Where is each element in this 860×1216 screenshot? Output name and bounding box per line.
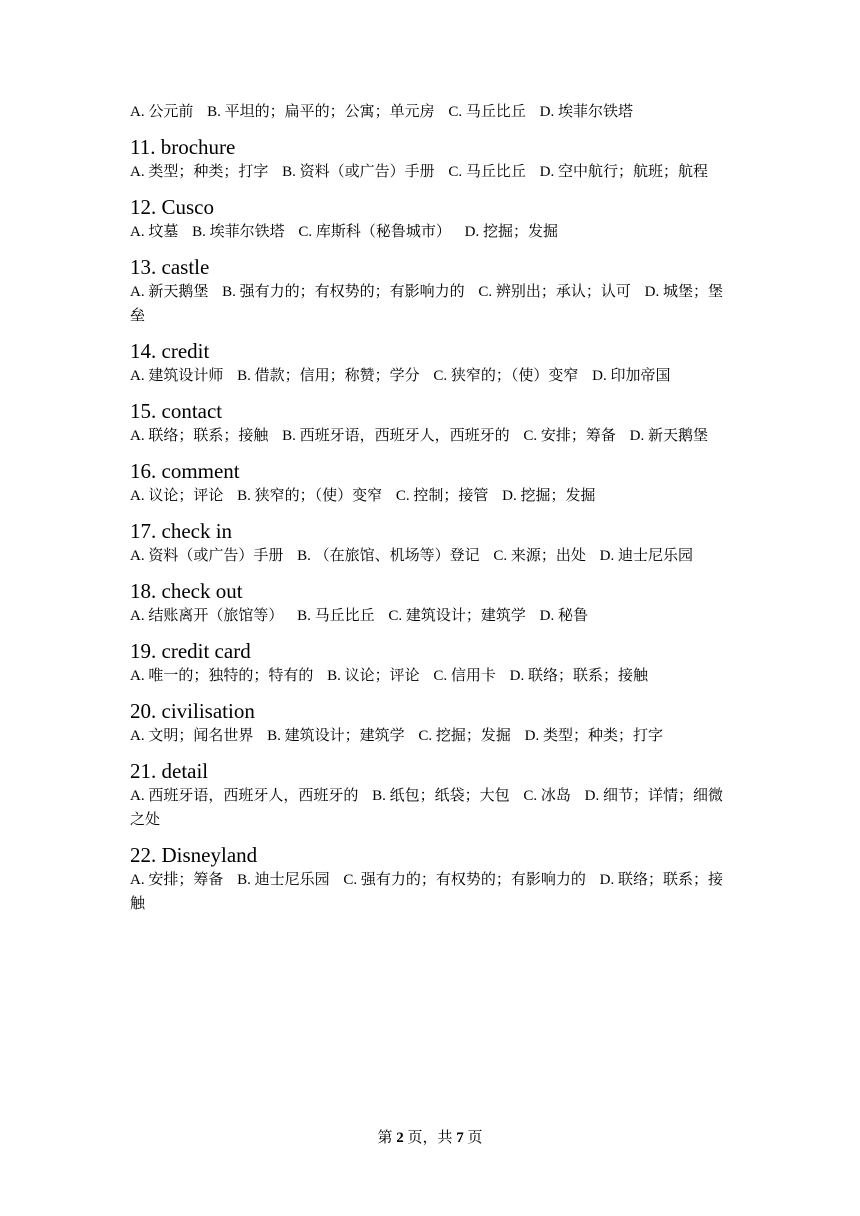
- question-term: detail: [161, 759, 209, 783]
- option-a: A. 结账离开（旅馆等）: [130, 608, 284, 624]
- option-c: C. 信用卡: [433, 668, 496, 684]
- question-number: 14.: [130, 339, 157, 363]
- question-number: 21.: [130, 759, 157, 783]
- option-a: A. 联络；联系；接触: [130, 428, 269, 444]
- question-term: comment: [161, 459, 240, 483]
- question-options: [130, 424, 730, 448]
- option-b: B. 强有力的；有权势的；有影响力的: [222, 284, 465, 300]
- option-b: B. 议论；评论: [327, 668, 420, 684]
- option-d: D. 空中航行；航班；航程: [539, 164, 708, 180]
- question-options: [130, 364, 730, 388]
- question-word: [130, 196, 730, 218]
- question-number: 20.: [130, 699, 157, 723]
- question-item: [130, 580, 730, 628]
- question-number: 19.: [130, 639, 157, 663]
- question-word: [130, 340, 730, 362]
- option-d: D. 挖掘；发掘: [502, 488, 596, 504]
- question-list: [130, 136, 730, 916]
- option-c: C. 控制；接管: [395, 488, 489, 504]
- question-options: [130, 868, 730, 916]
- question-options: [130, 604, 730, 628]
- option-d: D. 类型；种类；打字: [524, 728, 663, 744]
- footer-total-pages: 7: [456, 1130, 464, 1146]
- option-c: C. 冰岛: [523, 788, 571, 804]
- question-item: [130, 460, 730, 508]
- footer-prefix: 第: [377, 1130, 393, 1146]
- option-d: D. 细节；详情；细微之处: [130, 788, 723, 828]
- question-item: [130, 196, 730, 244]
- option-d: D. 印加帝国: [592, 368, 671, 384]
- option-c: C. 狭窄的；（使）变窄: [433, 368, 579, 384]
- intro-options: [130, 100, 730, 124]
- option-d: D. 城堡；堡垒: [130, 284, 723, 324]
- question-options: [130, 724, 730, 748]
- question-term: credit: [161, 339, 210, 363]
- question-number: 22.: [130, 843, 157, 867]
- option-a: A. 唯一的；独特的；特有的: [130, 668, 314, 684]
- question-item: [130, 700, 730, 748]
- option-b: B. 马丘比丘: [297, 608, 375, 624]
- option-c: C. 强有力的；有权势的；有影响力的: [343, 872, 586, 888]
- question-number: 17.: [130, 519, 157, 543]
- option-c: C. 建筑设计；建筑学: [388, 608, 526, 624]
- option-c: C. 库斯科（秘鲁城市）: [298, 224, 451, 240]
- question-item: [130, 640, 730, 688]
- question-number: 15.: [130, 399, 157, 423]
- question-options: [130, 280, 730, 328]
- option-b: B. 建筑设计；建筑学: [267, 728, 405, 744]
- question-word: [130, 460, 730, 482]
- page-footer: [0, 1128, 860, 1148]
- question-term: brochure: [160, 135, 236, 159]
- option-a: A. 类型；种类；打字: [130, 164, 269, 180]
- question-options: [130, 220, 730, 244]
- option-a: A. 西班牙语，西班牙人，西班牙的: [130, 788, 359, 804]
- option-a: A. 资料（或广告）手册: [130, 548, 284, 564]
- option-d: D. 联络；联系；接触: [130, 872, 723, 912]
- option-b: B. 埃菲尔铁塔: [192, 224, 285, 240]
- option-b: B. （在旅馆、机场等）登记: [297, 548, 480, 564]
- question-word: [130, 844, 730, 866]
- option-d: D. 挖掘；发掘: [464, 224, 558, 240]
- option-b: B. 平坦的；扁平的；公寓；单元房: [207, 104, 435, 120]
- question-number: 16.: [130, 459, 157, 483]
- footer-middle: 页，共: [407, 1130, 453, 1146]
- question-options: [130, 664, 730, 688]
- option-c: C. 马丘比丘: [448, 104, 526, 120]
- option-d: D. 秘鲁: [539, 608, 588, 624]
- question-item: [130, 136, 730, 184]
- question-number: 12.: [130, 195, 157, 219]
- option-a: A. 议论；评论: [130, 488, 224, 504]
- option-d: D. 联络；联系；接触: [509, 668, 648, 684]
- option-b: B. 借款；信用；称赞；学分: [237, 368, 420, 384]
- option-a: A. 建筑设计师: [130, 368, 224, 384]
- question-term: castle: [161, 255, 210, 279]
- question-item: [130, 760, 730, 832]
- question-word: [130, 580, 730, 602]
- option-b: B. 狭窄的；（使）变窄: [237, 488, 383, 504]
- footer-page-number: 2: [396, 1130, 404, 1146]
- option-d: D. 迪士尼乐园: [599, 548, 693, 564]
- question-term: credit card: [161, 639, 251, 663]
- option-b: B. 资料（或广告）手册: [282, 164, 435, 180]
- option-d: D. 埃菲尔铁塔: [539, 104, 633, 120]
- option-c: C. 辨别出；承认；认可: [478, 284, 631, 300]
- question-word: [130, 520, 730, 542]
- question-term: check in: [161, 519, 233, 543]
- question-options: [130, 484, 730, 508]
- option-a: A. 新天鹅堡: [130, 284, 209, 300]
- option-b: B. 纸包；纸袋；大包: [372, 788, 510, 804]
- question-word: [130, 400, 730, 422]
- question-term: civilisation: [161, 699, 255, 723]
- option-c: C. 来源；出处: [493, 548, 586, 564]
- question-term: contact: [161, 399, 223, 423]
- question-options: [130, 784, 730, 832]
- question-term: Disneyland: [161, 843, 258, 867]
- option-a: A. 公元前: [130, 104, 194, 120]
- question-item: [130, 520, 730, 568]
- option-a: A. 安排；筹备: [130, 872, 224, 888]
- question-word: [130, 640, 730, 662]
- option-d: D. 新天鹅堡: [629, 428, 708, 444]
- option-b: B. 西班牙语，西班牙人，西班牙的: [282, 428, 510, 444]
- option-c: C. 挖掘；发掘: [418, 728, 511, 744]
- question-number: 18.: [130, 579, 157, 603]
- question-options: [130, 160, 730, 184]
- option-c: C. 安排；筹备: [523, 428, 616, 444]
- question-item: [130, 844, 730, 916]
- question-number: 13.: [130, 255, 157, 279]
- question-term: Cusco: [161, 195, 214, 219]
- option-a: A. 坟墓: [130, 224, 179, 240]
- question-term: check out: [161, 579, 243, 603]
- document-body: [130, 100, 730, 916]
- question-word: [130, 760, 730, 782]
- question-number: 11.: [130, 135, 156, 159]
- question-word: [130, 256, 730, 278]
- question-item: [130, 400, 730, 448]
- option-a: A. 文明；闻名世界: [130, 728, 254, 744]
- question-word: [130, 700, 730, 722]
- question-word: [130, 136, 730, 158]
- question-item: [130, 340, 730, 388]
- question-item: [130, 256, 730, 328]
- question-options: [130, 544, 730, 568]
- footer-suffix: 页: [467, 1130, 483, 1146]
- option-c: C. 马丘比丘: [448, 164, 526, 180]
- option-b: B. 迪士尼乐园: [237, 872, 330, 888]
